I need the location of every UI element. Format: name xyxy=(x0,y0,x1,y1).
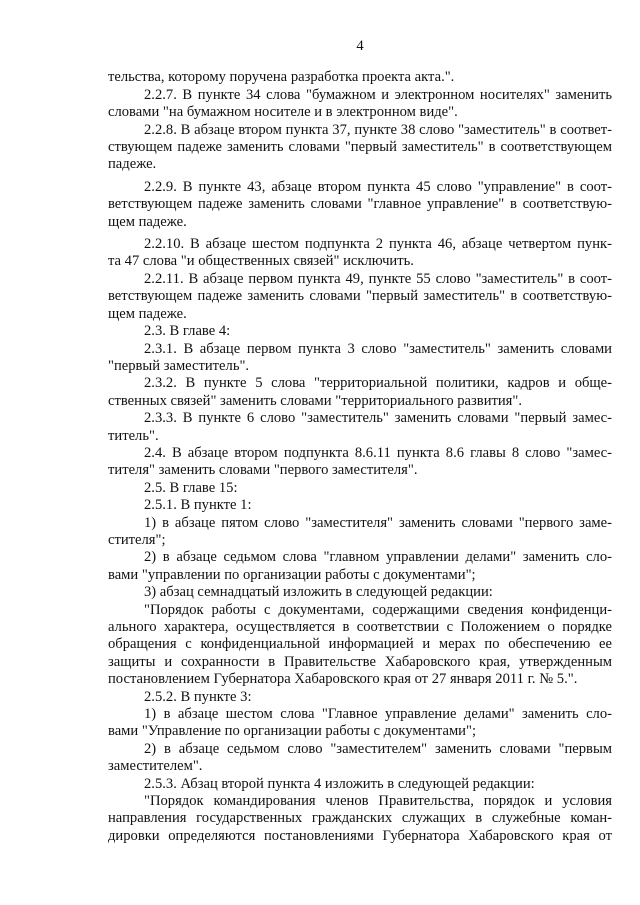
document-page xyxy=(108,38,612,845)
paragraph xyxy=(108,584,612,601)
text-line: 2.3.3. В пункте 6 слово "заместитель" заменить словами "первый замес- xyxy=(144,410,612,427)
paragraph xyxy=(108,87,612,122)
text-line: 2.2.11. В абзаце первом пункта 49, пункте 55 слово "заместитель" в соот- xyxy=(144,270,612,287)
text-line: 2.2.8. В абзаце втором пункта 37, пункте 38 слово "заместитель" в соответ- xyxy=(144,121,612,138)
paragraph xyxy=(108,375,612,410)
paragraph xyxy=(108,741,612,776)
paragraph xyxy=(108,602,612,689)
text-line: щем падеже. xyxy=(108,305,187,322)
document-body xyxy=(108,69,612,845)
text-line: 3) абзац семнадцатый изложить в следующей редакции: xyxy=(144,584,493,601)
page-number: 4 xyxy=(356,38,364,54)
paragraph xyxy=(108,689,612,706)
text-line: 2) в абзаце седьмом слово "заместителем" заменить словами "первым xyxy=(144,740,612,757)
text-line: ственных связей" заменить словами "территориального развития". xyxy=(108,392,523,409)
paragraph xyxy=(108,793,612,845)
text-line: "первый заместитель". xyxy=(108,357,250,374)
text-line: щем падеже. xyxy=(108,213,187,230)
paragraph xyxy=(108,549,612,584)
text-line: 2.2.10. В абзаце шестом подпункта 2 пункта 46, абзаце четвертом пунк- xyxy=(144,236,612,253)
text-line: титель". xyxy=(108,427,159,444)
text-line: вами "управлении по организации работы с документами"; xyxy=(108,566,476,583)
text-line: падеже. xyxy=(108,156,157,173)
text-line: "Порядок работы с документами, содержащими сведения конфиденци- xyxy=(144,601,612,618)
text-line: 1) в абзаце шестом слова "Главное управление делами" заменить сло- xyxy=(144,706,612,723)
text-line: 2.5. В главе 15: xyxy=(144,479,238,496)
paragraph xyxy=(108,122,612,174)
paragraph xyxy=(108,480,612,497)
text-line: стителя"; xyxy=(108,531,166,548)
text-line: 2.3. В главе 4: xyxy=(144,323,231,340)
text-line: 2) в абзаце седьмом слова "главном управлении делами" заменить сло- xyxy=(144,549,612,566)
text-line: "Порядок командирования членов Правительства, порядок и условия xyxy=(144,793,612,810)
text-line: ствующем падеже заменить словами "первый заместитель" в соответствующем xyxy=(108,139,612,156)
paragraph xyxy=(108,236,612,271)
text-line: 2.5.1. В пункте 1: xyxy=(144,497,252,514)
paragraph xyxy=(108,706,612,741)
text-line: постановлением Губернатора Хабаровского края от 27 января 2011 г. № 5.". xyxy=(108,671,578,688)
paragraph xyxy=(108,776,612,793)
text-line: 2.3.2. В пункте 5 слова "территориальной политики, кадров и обще- xyxy=(144,375,612,392)
text-line: ветствующем падеже заменить словами "первый заместитель" в соответствую- xyxy=(108,288,612,305)
paragraph xyxy=(108,515,612,550)
paragraph xyxy=(108,179,612,231)
paragraph xyxy=(108,497,612,514)
paragraph xyxy=(108,341,612,376)
text-line: 2.2.9. В пункте 43, абзаце втором пункта 45 слово "управление" в соот- xyxy=(144,178,612,195)
paragraph xyxy=(108,410,612,445)
text-line: 1) в абзаце пятом слово "заместителя" заменить словами "первого заме- xyxy=(144,514,612,531)
text-line: дировки определяются постановлениями Губернатора Хабаровского края от xyxy=(108,827,612,844)
text-line: 2.3.1. В абзаце первом пункта 3 слово "заместитель" заменить словами xyxy=(144,340,612,357)
paragraph xyxy=(108,323,612,340)
text-line: тителя" заменить словами "первого заместителя". xyxy=(108,462,418,479)
text-line: заместителем". xyxy=(108,758,203,775)
paragraph xyxy=(108,271,612,323)
text-line: направления государственных гражданских служащих в служебные коман- xyxy=(108,810,612,827)
paragraph xyxy=(108,445,612,480)
text-line: защиты и сохранности в Правительстве Хабаровского края, утвержденным xyxy=(108,653,612,670)
text-line: 2.5.2. В пункте 3: xyxy=(144,688,252,705)
text-line: 2.5.3. Абзац второй пункта 4 изложить в следующей редакции: xyxy=(144,775,535,792)
text-line: та 47 слова "и общественных связей" исключить. xyxy=(108,253,414,270)
paragraph xyxy=(108,69,612,86)
text-line: вами "Управление по организации работы с документами"; xyxy=(108,723,476,740)
text-line: ветствующем падеже заменить словами "главное управление" в соответствую- xyxy=(108,196,612,213)
text-line: ального характера, осуществляется в соответствии с Положением о порядке xyxy=(108,619,612,635)
text-line: словами "на бумажном носителе и в электронном виде". xyxy=(108,104,458,121)
text-line: 2.2.7. В пункте 34 слова "бумажном и электронном носителях" заменить xyxy=(144,86,612,103)
text-line: обращения с конфиденциальной информацией и мерах по обеспечению ее xyxy=(108,636,612,653)
text-line: 2.4. В абзаце втором подпункта 8.6.11 пункта 8.6 главы 8 слово "замес- xyxy=(144,444,612,461)
text-line: тельства, которому поручена разработка проекта акта.". xyxy=(108,69,455,86)
